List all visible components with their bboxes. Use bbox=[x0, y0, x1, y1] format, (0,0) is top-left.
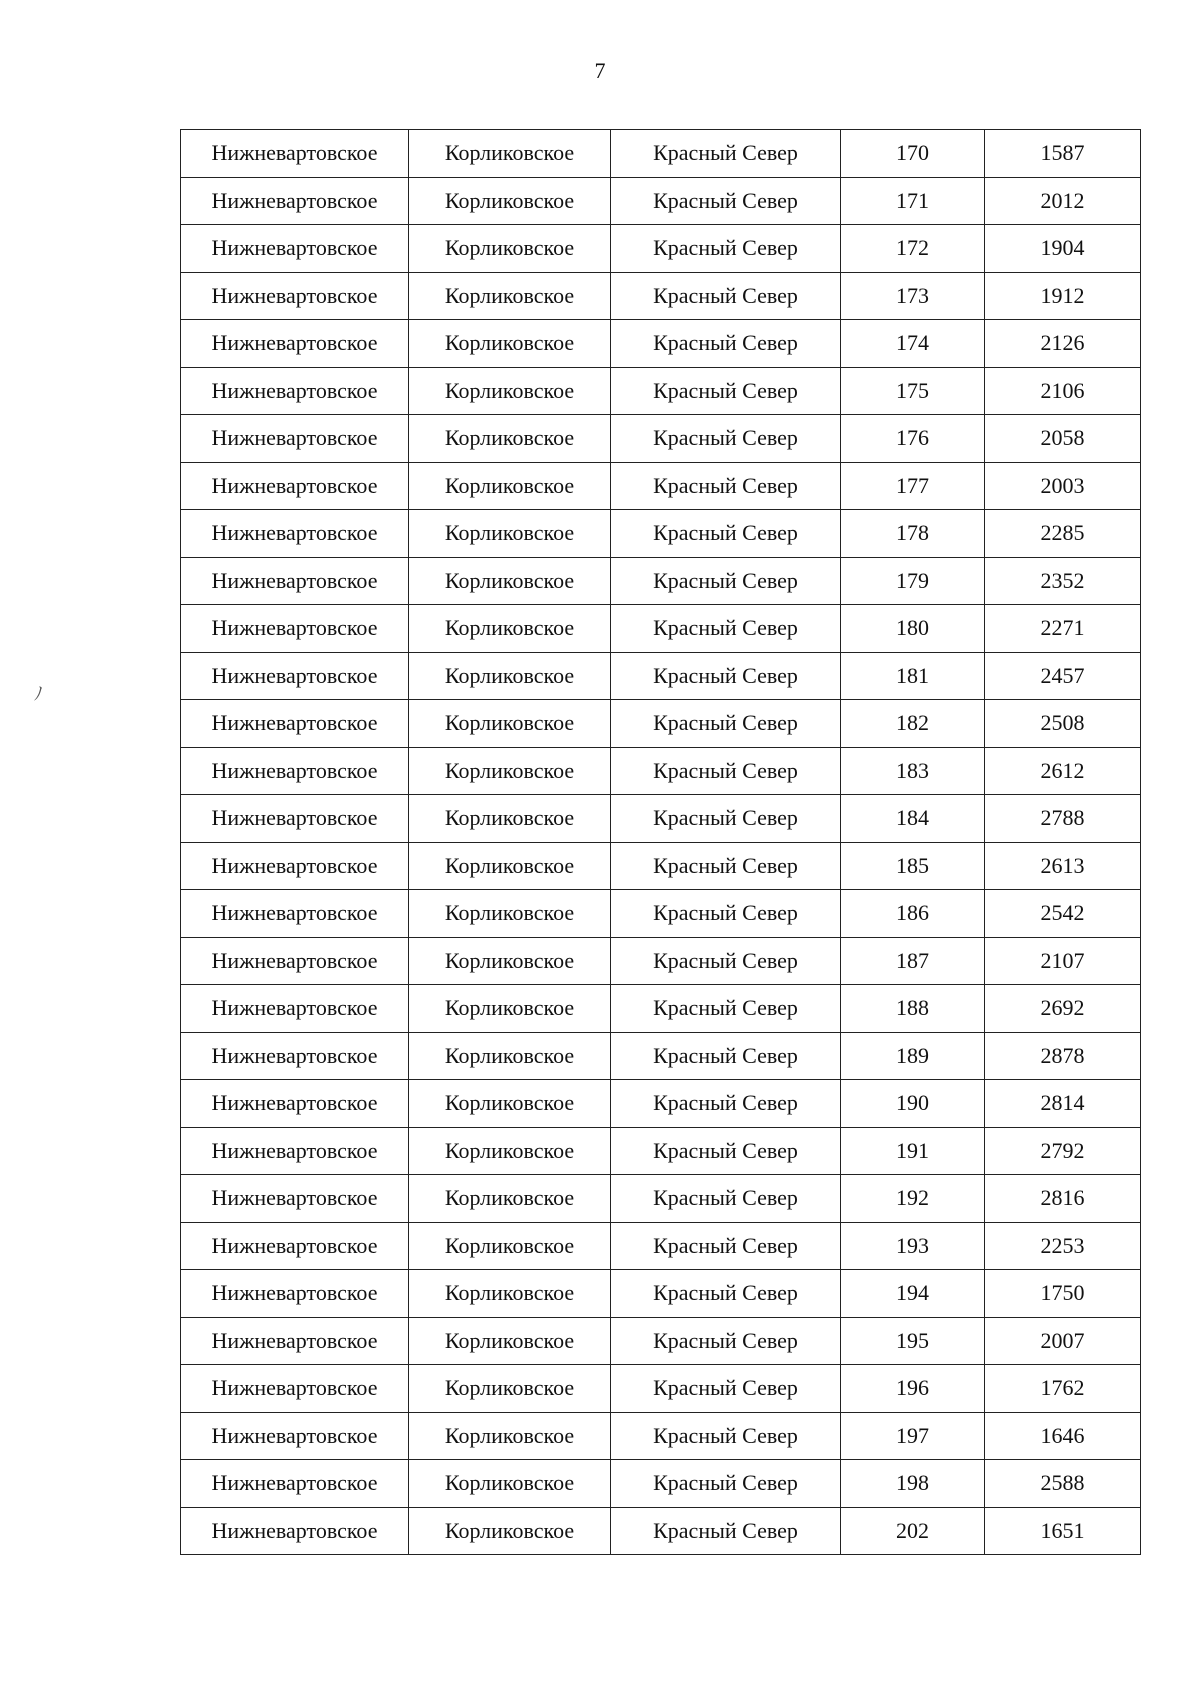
table-row bbox=[181, 1412, 1141, 1460]
table-row bbox=[181, 415, 1141, 463]
number-cell: 187 bbox=[841, 937, 985, 985]
settlement-cell: Корликовское bbox=[409, 1222, 611, 1270]
table-row bbox=[181, 1080, 1141, 1128]
district-cell: Нижневартовское bbox=[181, 842, 409, 890]
table-row bbox=[181, 1127, 1141, 1175]
number-cell: 190 bbox=[841, 1080, 985, 1128]
district-cell: Нижневартовское bbox=[181, 937, 409, 985]
table-row bbox=[181, 842, 1141, 890]
settlement-cell: Корликовское bbox=[409, 320, 611, 368]
district-cell: Нижневартовское bbox=[181, 1080, 409, 1128]
district-cell: Нижневартовское bbox=[181, 272, 409, 320]
settlement-cell: Корликовское bbox=[409, 367, 611, 415]
table-row bbox=[181, 1270, 1141, 1318]
locality-cell: Красный Север bbox=[611, 1175, 841, 1223]
number-cell: 185 bbox=[841, 842, 985, 890]
table-row bbox=[181, 177, 1141, 225]
locality-cell: Красный Север bbox=[611, 1412, 841, 1460]
value-cell: 2612 bbox=[985, 747, 1141, 795]
number-cell: 179 bbox=[841, 557, 985, 605]
value-cell: 1651 bbox=[985, 1507, 1141, 1555]
table-row bbox=[181, 1365, 1141, 1413]
scan-artifact-mark: ﾉ bbox=[34, 684, 43, 704]
value-cell: 1587 bbox=[985, 130, 1141, 178]
value-cell: 1904 bbox=[985, 225, 1141, 273]
value-cell: 2003 bbox=[985, 462, 1141, 510]
number-cell: 181 bbox=[841, 652, 985, 700]
settlement-cell: Корликовское bbox=[409, 1365, 611, 1413]
table-row bbox=[181, 937, 1141, 985]
locality-cell: Красный Север bbox=[611, 1507, 841, 1555]
value-cell: 1750 bbox=[985, 1270, 1141, 1318]
number-cell: 202 bbox=[841, 1507, 985, 1555]
value-cell: 2816 bbox=[985, 1175, 1141, 1223]
district-cell: Нижневартовское bbox=[181, 320, 409, 368]
number-cell: 176 bbox=[841, 415, 985, 463]
locality-cell: Красный Север bbox=[611, 842, 841, 890]
number-cell: 173 bbox=[841, 272, 985, 320]
table-row bbox=[181, 1507, 1141, 1555]
number-cell: 197 bbox=[841, 1412, 985, 1460]
table-row bbox=[181, 652, 1141, 700]
locality-cell: Красный Север bbox=[611, 415, 841, 463]
settlement-cell: Корликовское bbox=[409, 937, 611, 985]
number-cell: 198 bbox=[841, 1460, 985, 1508]
district-cell: Нижневартовское bbox=[181, 985, 409, 1033]
settlement-cell: Корликовское bbox=[409, 890, 611, 938]
locality-cell: Красный Север bbox=[611, 320, 841, 368]
settlement-cell: Корликовское bbox=[409, 1080, 611, 1128]
settlement-cell: Корликовское bbox=[409, 510, 611, 558]
value-cell: 2253 bbox=[985, 1222, 1141, 1270]
number-cell: 184 bbox=[841, 795, 985, 843]
number-cell: 192 bbox=[841, 1175, 985, 1223]
district-cell: Нижневартовское bbox=[181, 1127, 409, 1175]
locality-cell: Красный Север bbox=[611, 225, 841, 273]
district-cell: Нижневартовское bbox=[181, 1412, 409, 1460]
number-cell: 188 bbox=[841, 985, 985, 1033]
district-cell: Нижневартовское bbox=[181, 1507, 409, 1555]
locality-cell: Красный Север bbox=[611, 1080, 841, 1128]
locality-cell: Красный Север bbox=[611, 652, 841, 700]
locality-cell: Красный Север bbox=[611, 1365, 841, 1413]
value-cell: 2107 bbox=[985, 937, 1141, 985]
locality-cell: Красный Север bbox=[611, 557, 841, 605]
number-cell: 195 bbox=[841, 1317, 985, 1365]
settlement-cell: Корликовское bbox=[409, 652, 611, 700]
value-cell: 2542 bbox=[985, 890, 1141, 938]
table-body bbox=[181, 130, 1141, 1555]
number-cell: 177 bbox=[841, 462, 985, 510]
district-cell: Нижневартовское bbox=[181, 462, 409, 510]
district-cell: Нижневартовское bbox=[181, 177, 409, 225]
locality-cell: Красный Север bbox=[611, 1222, 841, 1270]
value-cell: 1762 bbox=[985, 1365, 1141, 1413]
value-cell: 2588 bbox=[985, 1460, 1141, 1508]
district-cell: Нижневартовское bbox=[181, 1460, 409, 1508]
settlement-cell: Корликовское bbox=[409, 462, 611, 510]
district-cell: Нижневартовское bbox=[181, 510, 409, 558]
locality-cell: Красный Север bbox=[611, 605, 841, 653]
table-row bbox=[181, 700, 1141, 748]
value-cell: 2792 bbox=[985, 1127, 1141, 1175]
locality-cell: Красный Север bbox=[611, 510, 841, 558]
table-row bbox=[181, 1460, 1141, 1508]
locality-cell: Красный Север bbox=[611, 795, 841, 843]
value-cell: 2613 bbox=[985, 842, 1141, 890]
settlement-cell: Корликовское bbox=[409, 177, 611, 225]
locality-cell: Красный Север bbox=[611, 367, 841, 415]
settlement-cell: Корликовское bbox=[409, 1127, 611, 1175]
table-row bbox=[181, 1222, 1141, 1270]
number-cell: 172 bbox=[841, 225, 985, 273]
locality-cell: Красный Север bbox=[611, 1032, 841, 1080]
table-row bbox=[181, 890, 1141, 938]
settlement-cell: Корликовское bbox=[409, 415, 611, 463]
value-cell: 1912 bbox=[985, 272, 1141, 320]
number-cell: 182 bbox=[841, 700, 985, 748]
value-cell: 2007 bbox=[985, 1317, 1141, 1365]
locality-cell: Красный Север bbox=[611, 272, 841, 320]
table-row bbox=[181, 1032, 1141, 1080]
number-cell: 178 bbox=[841, 510, 985, 558]
value-cell: 2457 bbox=[985, 652, 1141, 700]
locality-cell: Красный Север bbox=[611, 1127, 841, 1175]
table-row bbox=[181, 225, 1141, 273]
locality-cell: Красный Север bbox=[611, 177, 841, 225]
value-cell: 2126 bbox=[985, 320, 1141, 368]
settlement-cell: Корликовское bbox=[409, 1032, 611, 1080]
table-row bbox=[181, 1317, 1141, 1365]
district-cell: Нижневартовское bbox=[181, 225, 409, 273]
settlement-cell: Корликовское bbox=[409, 1460, 611, 1508]
locality-cell: Красный Север bbox=[611, 462, 841, 510]
district-cell: Нижневартовское bbox=[181, 890, 409, 938]
locality-cell: Красный Север bbox=[611, 130, 841, 178]
value-cell: 2285 bbox=[985, 510, 1141, 558]
table-row bbox=[181, 985, 1141, 1033]
number-cell: 191 bbox=[841, 1127, 985, 1175]
settlement-cell: Корликовское bbox=[409, 795, 611, 843]
number-cell: 196 bbox=[841, 1365, 985, 1413]
settlement-cell: Корликовское bbox=[409, 1175, 611, 1223]
table-row bbox=[181, 130, 1141, 178]
district-cell: Нижневартовское bbox=[181, 367, 409, 415]
table-row bbox=[181, 747, 1141, 795]
settlement-cell: Корликовское bbox=[409, 700, 611, 748]
settlement-cell: Корликовское bbox=[409, 130, 611, 178]
number-cell: 186 bbox=[841, 890, 985, 938]
table-row bbox=[181, 272, 1141, 320]
number-cell: 180 bbox=[841, 605, 985, 653]
number-cell: 193 bbox=[841, 1222, 985, 1270]
value-cell: 2692 bbox=[985, 985, 1141, 1033]
district-cell: Нижневартовское bbox=[181, 557, 409, 605]
value-cell: 2106 bbox=[985, 367, 1141, 415]
locality-cell: Красный Север bbox=[611, 747, 841, 795]
district-cell: Нижневартовское bbox=[181, 652, 409, 700]
number-cell: 171 bbox=[841, 177, 985, 225]
settlement-cell: Корликовское bbox=[409, 1317, 611, 1365]
district-cell: Нижневартовское bbox=[181, 1365, 409, 1413]
table-row bbox=[181, 605, 1141, 653]
settlement-cell: Корликовское bbox=[409, 985, 611, 1033]
locality-cell: Красный Север bbox=[611, 985, 841, 1033]
settlement-cell: Корликовское bbox=[409, 1270, 611, 1318]
locality-cell: Красный Север bbox=[611, 1460, 841, 1508]
number-cell: 194 bbox=[841, 1270, 985, 1318]
district-cell: Нижневартовское bbox=[181, 1317, 409, 1365]
district-cell: Нижневартовское bbox=[181, 415, 409, 463]
table-row bbox=[181, 462, 1141, 510]
value-cell: 2352 bbox=[985, 557, 1141, 605]
table-row bbox=[181, 320, 1141, 368]
number-cell: 183 bbox=[841, 747, 985, 795]
district-cell: Нижневартовское bbox=[181, 1270, 409, 1318]
number-cell: 175 bbox=[841, 367, 985, 415]
district-cell: Нижневартовское bbox=[181, 747, 409, 795]
value-cell: 2271 bbox=[985, 605, 1141, 653]
district-cell: Нижневартовское bbox=[181, 1032, 409, 1080]
value-cell: 2058 bbox=[985, 415, 1141, 463]
district-cell: Нижневартовское bbox=[181, 795, 409, 843]
value-cell: 2012 bbox=[985, 177, 1141, 225]
settlement-cell: Корликовское bbox=[409, 272, 611, 320]
locality-cell: Красный Север bbox=[611, 937, 841, 985]
table-row bbox=[181, 367, 1141, 415]
table-row bbox=[181, 1175, 1141, 1223]
value-cell: 2814 bbox=[985, 1080, 1141, 1128]
settlement-cell: Корликовское bbox=[409, 605, 611, 653]
locality-cell: Красный Север bbox=[611, 1270, 841, 1318]
district-cell: Нижневартовское bbox=[181, 605, 409, 653]
district-cell: Нижневартовское bbox=[181, 700, 409, 748]
locality-cell: Красный Север bbox=[611, 1317, 841, 1365]
settlement-cell: Корликовское bbox=[409, 1507, 611, 1555]
number-cell: 189 bbox=[841, 1032, 985, 1080]
table-row bbox=[181, 510, 1141, 558]
value-cell: 2508 bbox=[985, 700, 1141, 748]
locality-cell: Красный Север bbox=[611, 890, 841, 938]
settlement-cell: Корликовское bbox=[409, 747, 611, 795]
settlement-cell: Корликовское bbox=[409, 842, 611, 890]
district-cell: Нижневартовское bbox=[181, 1222, 409, 1270]
district-cell: Нижневартовское bbox=[181, 1175, 409, 1223]
locality-cell: Красный Север bbox=[611, 700, 841, 748]
page-number: 7 bbox=[594, 58, 606, 83]
settlement-cell: Корликовское bbox=[409, 557, 611, 605]
value-cell: 1646 bbox=[985, 1412, 1141, 1460]
data-table bbox=[180, 129, 1141, 1555]
district-cell: Нижневартовское bbox=[181, 130, 409, 178]
number-cell: 170 bbox=[841, 130, 985, 178]
number-cell: 174 bbox=[841, 320, 985, 368]
settlement-cell: Корликовское bbox=[409, 225, 611, 273]
table-row bbox=[181, 795, 1141, 843]
value-cell: 2878 bbox=[985, 1032, 1141, 1080]
settlement-cell: Корликовское bbox=[409, 1412, 611, 1460]
table-row bbox=[181, 557, 1141, 605]
value-cell: 2788 bbox=[985, 795, 1141, 843]
